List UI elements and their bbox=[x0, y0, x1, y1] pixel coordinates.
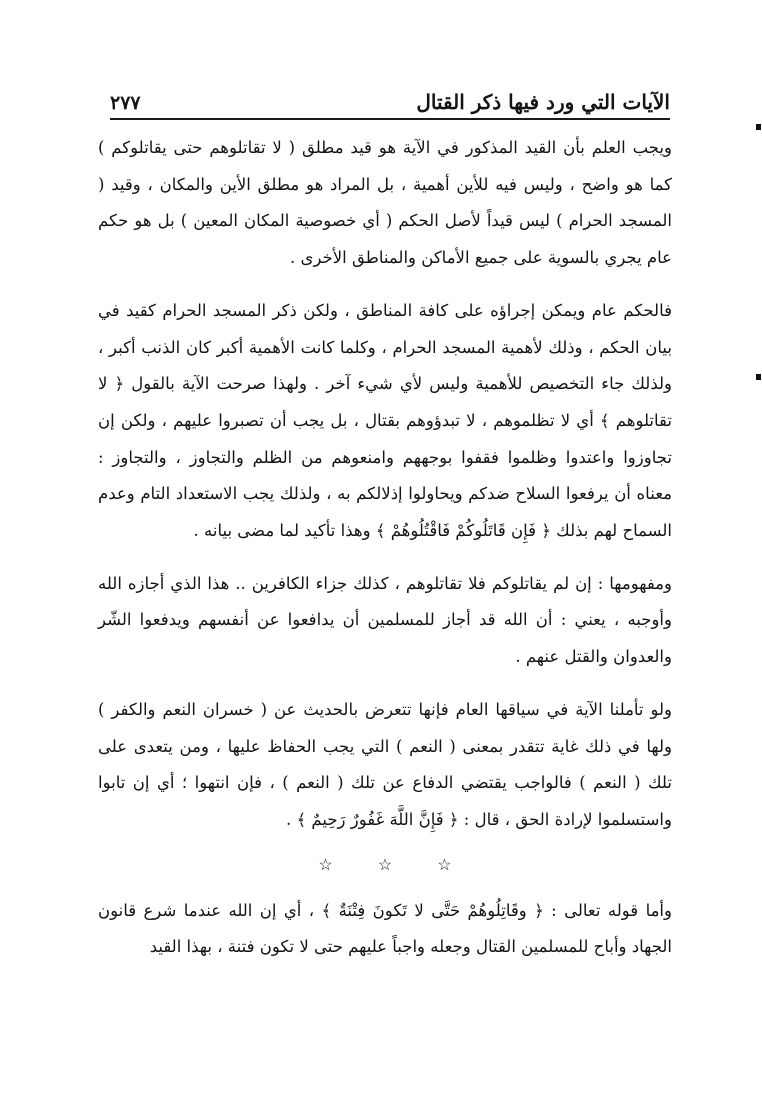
star-icon: ☆ bbox=[377, 854, 393, 874]
chapter-title: الآيات التي ورد فيها ذكر القتال bbox=[416, 90, 670, 114]
paragraph-3: ومفهومها : إن لم يقاتلوكم فلا تقاتلوهم ، كذلك جزاء الكافرين .. هذا الذي أجازه الله وأوجبه ، يعني : أن الله قد أجاز للمسلمين أن يدافعوا عن أنفسهم ويدفعوا الشّر والعدوان والقتل عنهم . bbox=[98, 573, 672, 667]
star-icon: ☆ bbox=[318, 854, 333, 874]
page-number: ٢٧٧ bbox=[110, 92, 141, 114]
paragraph-2: فالحكم عام ويمكن إجراؤه على كافة المناطق ، ولكن ذكر المسجد الحرام كقيد في بيان الحكم ، وذلك لأهمية المسجد الحرام ، وكلما كانت الأهمية أكبر كان الذنب أكبر ، ولذلك جاء التخصيص للأهمية وليس لأي شيء آخر . ولهذا صرحت الآية بالقول ﴿ لا تقاتلوهم ﴾ أي لا تظلموهم ، لا تبدؤوهم بقتال ، بل يجب أن تصبروا عليهم ، ولكن إن تجاوزوا واعتدوا وظلموا فقفوا بوجههم وامنعوهم من الظلم والتجاوز ، والتجاوز : معناه أن يرفعوا السلاح ضدكم ويحاولوا إذلالكم به ، ولذلك يجب الاستعداد التام وعدم السماح لهم بذلك ﴿ فَإِن قَاتَلُوكُمْ فَاقْتُلُوهُمْ ﴾ وهذا تأكيد لما مضى بيانه . bbox=[98, 300, 672, 541]
section-separator bbox=[98, 855, 672, 875]
paragraph-5: وأما قوله تعالى : ﴿ وقَاتِلُوهُمْ حَتَّى لا تَكونَ فِتْنَةٌ ﴾ ، أي إن الله عندما شرع قانون الجهاد وأباح للمسلمين القتال وجعله واجباً عليهم حتى لا تكون فتنة ، بهذا القيد bbox=[98, 900, 672, 957]
page-body bbox=[98, 130, 672, 966]
scan-mark bbox=[756, 374, 761, 380]
running-header bbox=[110, 78, 670, 120]
paragraph-1: ويجب العلم بأن القيد المذكور في الآية هو قيد مطلق ( لا تقاتلوهم حتى يقاتلوكم ) كما هو واضح ، وليس فيه للأين أهمية ، بل المراد هو مطلق الأين والمكان ، وقيد ( المسجد الحرام ) ليس قيداً لأصل الحكم ( أي خصوصية المكان المعين ) بل هو حكم عام يجري بالسوية على جميع الأماكن والمناطق الأخرى . bbox=[98, 138, 672, 268]
paragraph-4: ولو تأملنا الآية في سياقها العام فإنها تتعرض بالحديث عن ( خسران النعم والكفر ) ولها في ذلك غاية تتقدر بمعنى ( النعم ) التي يجب الحفاظ عليها ، ومن يتعدى على تلك ( النعم ) فالواجب يقتضي الدفاع عن تلك ( النعم ) ، فإن انتهوا ؛ أي إن تابوا واستسلموا لإرادة الحق ، قال : ﴿ فَإِنَّ اللَّهَ غَفُورٌ رَحِيمٌ ﴾ . bbox=[98, 699, 672, 829]
scan-mark bbox=[756, 124, 761, 130]
star-icon: ☆ bbox=[437, 854, 452, 874]
